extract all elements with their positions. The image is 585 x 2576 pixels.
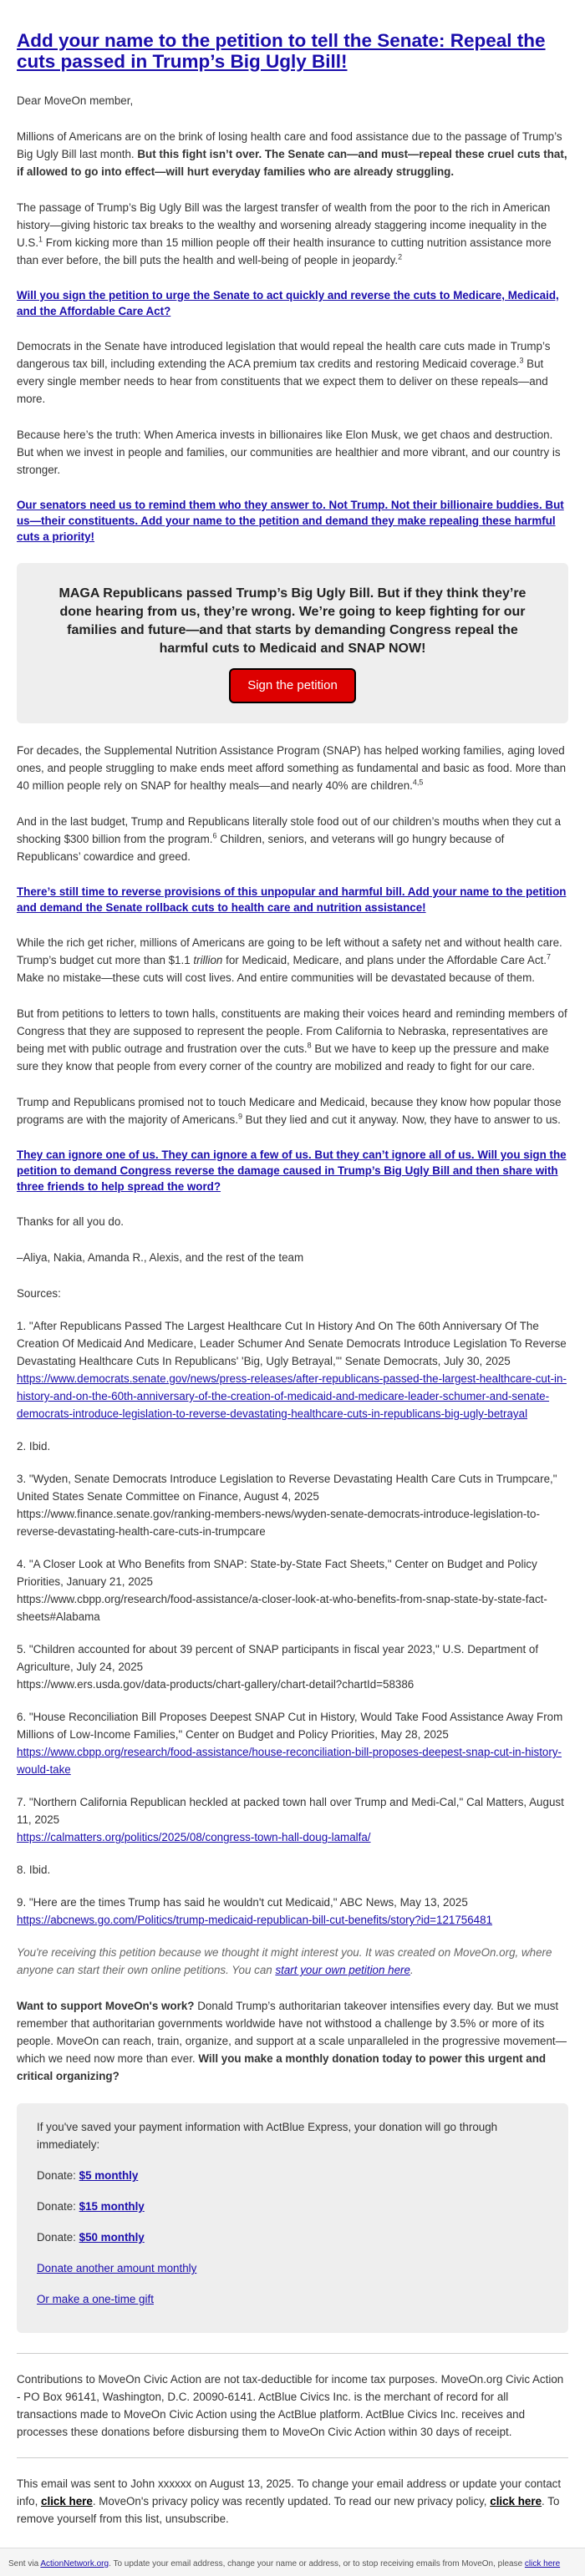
one-time-gift-link[interactable]: Or make a one-time gift [37,2293,154,2305]
thanks-line: Thanks for all you do. [17,1215,125,1228]
intro-bold-text: But this fight isn’t over. The Senate can—and must—repeal these cruel cuts that, if allowed to go into effect—will hurt everyday families who are already struggling. [17,148,567,178]
headline-petition-link[interactable]: Add your name to the petition to tell the Senate: Repeal the cuts passed in Trump’s Big Ugly Bill! [17,30,546,72]
source-link[interactable]: https://calmatters.org/politics/2025/08/congress-town-hall-doug-lamalfa/ [17,1831,371,1843]
donate-label: Donate: [37,2231,79,2244]
note-text: . [410,1964,414,1976]
source-item [17,1894,568,1929]
cta-petition-link-4[interactable]: They can ignore one of us. They can ignore a few of us. But they can’t ignore all of us. Will you sign the petition to demand Congress reverse the damage caused in Trump’s Big Ugly Bill and then share with three friends to help spread the word? [17,1149,567,1193]
intro-text: Millions of Americans are on the brink of losing health care and food assistance due to the passage of Trump’s Big Ugly Bill last month. [17,130,562,160]
donate-label: Donate: [37,2169,79,2182]
donate-15-monthly-link[interactable]: $15 monthly [79,2200,145,2213]
cta-paragraph-1 [17,287,568,319]
source-citation: 4. "A Closer Look at Who Benefits from SNAP: State-by-State Fact Sheets," Center on Budget and Policy Priorities, January 21, 2025 [17,1558,537,1588]
safety-net-paragraph [17,934,568,986]
update-contact-link[interactable]: click here [41,2495,93,2508]
donate-option [37,2229,548,2246]
cta-petition-link-2[interactable]: Our senators need us to remind them who they answer to. Not Trump. Not their billionaire buddies. But us—their constituents. Add your name to the petition and demand they make repealing these harmful cuts a priority! [17,499,564,543]
promise-paragraph [17,1093,568,1128]
source-url-text: https://www.ers.usda.gov/data-products/chart-gallery/chart-detail?chartId=58386 [17,1678,415,1691]
support-heading: Want to support MoveOn's work? [17,2000,195,2012]
paragraph-text: Make no mistake—these cuts will cost lives. And entire communities will be devastated because of them. [17,971,535,984]
paragraph-text: From kicking more than 15 million people off their health insurance to cutting nutrition assistance more than ever before, the bill puts the health and well-being of people in jeopardy. [17,236,552,266]
source-item [17,1708,568,1778]
divider [17,2457,568,2458]
footnote-ref: 6 [212,831,217,840]
support-ask: Will you make a monthly donation today to power this urgent and critical organizing? [17,2052,547,2082]
source-item [17,1861,568,1879]
support-text: Donald Trump’s authoritarian takeover intensifies every day. But we must remember that authoritarian governments worldwide have not withstood a challenge by 3.5% or more of its people. MoveOn can reach, train, organize, and support at a scale unparalleled in the progressive movement—which we need now more than ever. [17,2000,567,2065]
invest-people-paragraph: Because here’s the truth: When America invests in billionaires like Elon Musk, we get chaos and destruction. But when we invest in people and families, our communities are healthier and more vibrant, and our country is stronger. [17,428,561,476]
source-citation: 6. "House Reconciliation Bill Proposes Deepest SNAP Cut in History, Would Take Food Assistance Away From Millions of Low-Income Families," Center on Budget and Policy Priorities, May 28, 2025 [17,1711,563,1741]
footnote-ref: 4,5 [412,778,424,787]
source-citation: 8. Ibid. [17,1864,51,1876]
source-item [17,1470,568,1540]
donate-label: Donate: [37,2200,79,2213]
source-item [17,1640,568,1693]
donate-option [37,2198,548,2215]
paragraph-text: Democrats in the Senate have introduced legislation that would repeal the health care cuts made in Trump’s dangerous tax bill, including extending the ACA premium tax credits and restoring Medicaid coverage. [17,340,551,370]
footer-text: Sent via [8,2559,41,2568]
snap-paragraph [17,742,568,794]
cta-petition-link-3[interactable]: There’s still time to reverse provisions of this unpopular and harmful bill. Add your name to the petition and demand the Senate rollback cuts to health care and nutrition assistance! [17,885,567,914]
sources-heading: Sources: [17,1287,61,1300]
donate-5-monthly-link[interactable]: $5 monthly [79,2169,139,2182]
source-link[interactable]: https://www.democrats.senate.gov/news/press-releases/after-republicans-passed-the-largest-healthcare-cut-in-history-and-on-the-60th-anniversary-of-the-creation-of-medicaid-and-medicare-leader-schumer-and-senate-democrats-introduce-legislation-to-reverse-devastating-healthcare-cuts-in-republicans-big-ugly-betrayal [17,1372,567,1420]
footer-text: . To remove yourself from this list, unsubscribe. [17,2495,560,2525]
donate-50-monthly-link[interactable]: $50 monthly [79,2231,145,2244]
support-paragraph [17,1997,568,2085]
source-citation: 9. "Here are the times Trump has said he wouldn't cut Medicaid," ABC News, May 13, 2025 [17,1896,468,1909]
signature: –Aliya, Nakia, Amanda R., Alexis, and the rest of the team [17,1251,304,1264]
footnote-ref: 9 [237,1112,242,1121]
paragraph-text: And in the last budget, Trump and Republicans literally stole food out of our children’s mouths when they cut a shocking $300 billion from the program. [17,815,562,845]
petition-callout-box [17,563,568,723]
cta-paragraph-4 [17,1147,568,1194]
actionnetwork-footer [0,2548,585,2576]
footer-text: . To update your email address, change your name or address, or to stop receiving emails from MoveOn, please [109,2559,525,2568]
privacy-policy-link[interactable]: click here [490,2495,542,2508]
source-link[interactable]: https://abcnews.go.com/Politics/trump-medicaid-republican-bill-cut-benefits/story?id=121756481 [17,1914,493,1926]
paragraph-text: But they lied and cut it anyway. Now, they have to answer to us. [242,1113,561,1126]
greeting: Dear MoveOn member, [17,94,134,107]
donate-box [17,2103,568,2333]
email-footer [17,2475,568,2528]
donate-option [37,2167,548,2184]
intro-paragraph [17,128,568,180]
paragraph-text: For decades, the Supplemental Nutrition Assistance Program (SNAP) has helped working families, aging loved ones, and people struggling to make ends meet afford something as fundamental and basic as food. More than 40 million people rely on SNAP for healthy meals—and nearly 40% are children. [17,744,567,792]
actionnetwork-link[interactable]: ActionNetwork.org [40,2559,109,2568]
start-petition-link[interactable]: start your own petition here [275,1964,410,1976]
source-item [17,1793,568,1846]
paragraph-text: Children, seniors, and veterans will go hungry because of Republicans’ cowardice and greed. [17,833,505,863]
democrats-legislation-paragraph [17,337,568,408]
source-citation: 3. "Wyden, Senate Democrats Introduce Legislation to Reverse Devastating Health Care Cuts in Trumpcare," United States Senate Committee on Finance, August 4, 2025 [17,1473,557,1503]
footnote-ref: 7 [546,952,551,961]
footnote-ref: 3 [519,356,524,365]
wealth-transfer-paragraph [17,199,568,269]
donate-other-monthly-link[interactable]: Donate another amount monthly [37,2262,197,2274]
footnote-ref: 8 [307,1041,312,1050]
source-url-text: https://www.cbpp.org/research/food-assistance/a-closer-look-at-who-benefits-from-snap-state-by-state-fact-sheets#Alabama [17,1593,547,1623]
sign-petition-button[interactable]: Sign the petition [229,668,356,703]
headline [17,30,568,72]
source-citation: 7. "Northern California Republican heckled at packed town hall over Trump and Medi-Cal," Cal Matters, August 11, 2025 [17,1796,564,1826]
callout-text: MAGA Republicans passed Trump’s Big Ugly Bill. But if they think they’re done hearing from us, they’re wrong. We’re going to keep fighting for our families and future—and that starts by demanding Congress repeal the harmful cuts to Medicaid and SNAP NOW! [58,586,526,656]
paragraph-text: The passage of Trump’s Big Ugly Bill was the largest transfer of wealth from the poor to the rich in American history—giving historic tax breaks to the wealthy and worsening already staggering income inequality in the U.S. [17,201,551,249]
unsubscribe-link[interactable]: click here [524,2559,561,2568]
italic-text: trillion [193,954,223,966]
cta-petition-link-1[interactable]: Will you sign the petition to urge the Senate to act quickly and reverse the cuts to Medicare, Medicaid, and the Affordable Care Act? [17,289,559,317]
source-item [17,1438,568,1455]
constituents-paragraph [17,1005,568,1075]
petition-origin-note [17,1944,568,1979]
paragraph-text: Trump and Republicans promised not to touch Medicare and Medicaid, because they know how popular those programs are with the majority of Americans. [17,1096,562,1126]
source-citation: 5. "Children accounted for about 39 percent of SNAP participants in fiscal year 2023," U.S. Department of Agriculture, July 24, 2025 [17,1643,539,1673]
budget-cut-paragraph [17,813,568,865]
legal-disclaimer: Contributions to MoveOn Civic Action are not tax-deductible for income tax purposes. MoveOn.org Civic Action - PO Box 96141, Washington, D.C. 20090-6141. ActBlue Civics Inc. is the merchant of record for all transactions made to MoveOn Civic Action using the ActBlue platform. ActBlue Civics Inc. receives and processes these donations before disbursing them to MoveOn Civic Action within 30 days of receipt. [17,2373,564,2438]
footer-text: This email was sent to John xxxxxx on August 13, 2025. To change your email address or update your contact info, [17,2477,562,2508]
note-text: You're receiving this petition because we thought it might interest you. It was created on MoveOn.org, where anyone can start their own online petitions. You can [17,1946,552,1976]
footnote-ref: 2 [398,252,403,261]
sources-list [17,1317,568,1929]
cta-paragraph-2 [17,497,568,545]
donate-intro: If you've saved your payment information with ActBlue Express, your donation will go through immediately: [37,2121,498,2151]
source-citation: 1. "After Republicans Passed The Largest Healthcare Cut In History And On The 60th Anniversary Of The Creation Of Medicaid And Medicare, Leader Schumer And Senate Democrats Introduce Legislation To Reverse Devastating Healthcare Cuts In Republicans' 'Big, Ugly Betrayal,'" Senate Democrats, July 30, 2025 [17,1320,567,1367]
paragraph-text: But from petitions to letters to town halls, constituents are making their voices heard and reminding members of Congress that they are supposed to represent the people. From California to Nebraska, representatives are being met with public outrage and frustration over the cuts. [17,1007,567,1055]
source-link[interactable]: https://www.cbpp.org/research/food-assistance/house-reconciliation-bill-proposes-deepest-snap-cut-in-history-would-take [17,1746,562,1776]
paragraph-text: for Medicaid, Medicare, and plans under the Affordable Care Act. [222,954,547,966]
footer-text: . MoveOn's privacy policy was recently updated. To read our new privacy policy, [92,2495,491,2508]
paragraph-text: While the rich get richer, millions of Americans are going to be left without a safety net and without health care. Trump’s budget cut more than $1.1 [17,936,562,966]
cta-paragraph-3 [17,884,568,915]
source-item [17,1317,568,1422]
divider [17,2353,568,2354]
source-item [17,1555,568,1625]
one-time-option [37,2290,548,2308]
paragraph-text: But we have to keep up the pressure and make sure they know that people from every corner of the country are mobilized and ready to fight for our care. [17,1042,549,1072]
source-citation: 2. Ibid. [17,1440,51,1453]
source-url-text: https://www.finance.senate.gov/ranking-members-news/wyden-senate-democrats-introduce-legislation-to-reverse-devastating-health-care-cuts-in-trumpcare [17,1508,540,1538]
donate-other-option [37,2259,548,2277]
footnote-ref: 1 [38,235,43,244]
paragraph-text: But every single member needs to hear from constituents that we expect them to deliver on these repeals—and more. [17,357,548,405]
